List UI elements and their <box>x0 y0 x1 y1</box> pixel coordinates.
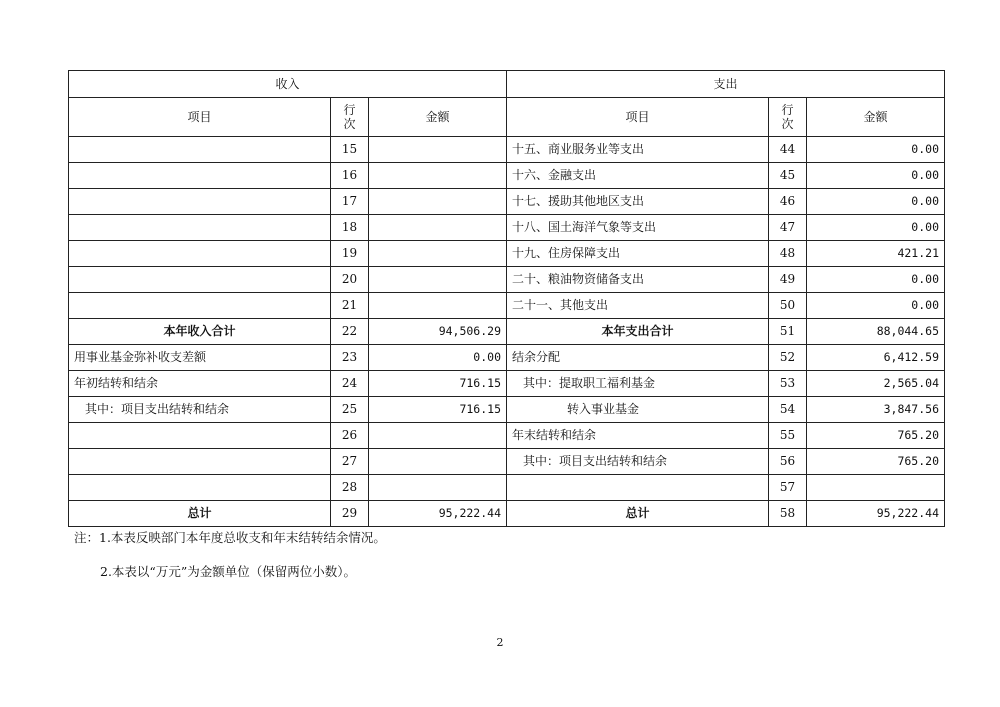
income-item-header: 项目 <box>69 98 331 137</box>
expense-row-no-header: 行 次 <box>769 98 807 137</box>
expense-row-no: 49 <box>769 267 807 293</box>
income-amount <box>369 293 507 319</box>
income-amount <box>369 137 507 163</box>
expense-item-header: 项目 <box>507 98 769 137</box>
table-row <box>69 189 945 215</box>
expense-amount: 0.00 <box>807 267 945 293</box>
income-amount <box>369 423 507 449</box>
table-row <box>69 241 945 267</box>
table-column-header <box>69 98 945 137</box>
income-header: 收入 <box>69 71 507 98</box>
expense-amount: 0.00 <box>807 293 945 319</box>
income-row-no: 17 <box>331 189 369 215</box>
income-amount: 95,222.44 <box>369 501 507 527</box>
expense-row-no: 51 <box>769 319 807 345</box>
expense-row-no: 52 <box>769 345 807 371</box>
income-row-no: 21 <box>331 293 369 319</box>
income-amount: 716.15 <box>369 371 507 397</box>
expense-amount: 95,222.44 <box>807 501 945 527</box>
expense-item: 年末结转和结余 <box>507 423 769 449</box>
expense-amount <box>807 475 945 501</box>
income-row-no: 25 <box>331 397 369 423</box>
income-row-no: 18 <box>331 215 369 241</box>
table-row <box>69 293 945 319</box>
income-row-no: 20 <box>331 267 369 293</box>
table-row <box>69 267 945 293</box>
expense-item: 结余分配 <box>507 345 769 371</box>
expense-item: 十七、援助其他地区支出 <box>507 189 769 215</box>
expense-item: 二十一、其他支出 <box>507 293 769 319</box>
expense-row-no: 47 <box>769 215 807 241</box>
income-row-no-header: 行 次 <box>331 98 369 137</box>
expense-amount: 3,847.56 <box>807 397 945 423</box>
table-row <box>69 137 945 163</box>
income-item <box>69 267 331 293</box>
expense-amount: 765.20 <box>807 449 945 475</box>
expense-item: 十九、住房保障支出 <box>507 241 769 267</box>
note-2: 2.本表以“万元”为金额单位（保留两位小数）。 <box>100 564 356 579</box>
table-row <box>69 215 945 241</box>
expense-row-no: 46 <box>769 189 807 215</box>
expense-item <box>507 475 769 501</box>
expense-row-no: 54 <box>769 397 807 423</box>
table-row <box>69 163 945 189</box>
table-row-subtotal <box>69 319 945 345</box>
expense-header: 支出 <box>507 71 945 98</box>
income-item <box>69 423 331 449</box>
expense-row-no: 50 <box>769 293 807 319</box>
expense-item: 十五、商业服务业等支出 <box>507 137 769 163</box>
expense-row-no: 44 <box>769 137 807 163</box>
table-row <box>69 449 945 475</box>
expense-item: 转入事业基金 <box>507 397 769 423</box>
table-row <box>69 397 945 423</box>
income-amount <box>369 267 507 293</box>
expense-row-no: 48 <box>769 241 807 267</box>
expense-amount: 421.21 <box>807 241 945 267</box>
income-amount <box>369 475 507 501</box>
expense-amount: 0.00 <box>807 137 945 163</box>
expense-item: 本年支出合计 <box>507 319 769 345</box>
table-notes <box>74 528 386 580</box>
income-row-no: 16 <box>331 163 369 189</box>
income-row-no: 23 <box>331 345 369 371</box>
note-1: 注：1.本表反映部门本年度总收支和年末结转结余情况。 <box>74 530 386 545</box>
table-row <box>69 475 945 501</box>
income-item: 用事业基金弥补收支差额 <box>69 345 331 371</box>
income-item <box>69 475 331 501</box>
income-amount <box>369 449 507 475</box>
income-row-no: 27 <box>331 449 369 475</box>
income-amount <box>369 241 507 267</box>
income-item: 其中：项目支出结转和结余 <box>69 397 331 423</box>
table-row <box>69 345 945 371</box>
expense-item: 十六、金融支出 <box>507 163 769 189</box>
income-amount <box>369 189 507 215</box>
income-row-no: 22 <box>331 319 369 345</box>
income-item <box>69 163 331 189</box>
income-amount-header: 金额 <box>369 98 507 137</box>
income-amount <box>369 163 507 189</box>
income-row-no: 26 <box>331 423 369 449</box>
income-item: 总计 <box>69 501 331 527</box>
expense-item: 总计 <box>507 501 769 527</box>
expense-amount: 6,412.59 <box>807 345 945 371</box>
expense-row-no: 53 <box>769 371 807 397</box>
income-row-no: 19 <box>331 241 369 267</box>
income-item: 年初结转和结余 <box>69 371 331 397</box>
income-amount: 0.00 <box>369 345 507 371</box>
expense-item: 十八、国土海洋气象等支出 <box>507 215 769 241</box>
income-amount: 716.15 <box>369 397 507 423</box>
income-amount: 94,506.29 <box>369 319 507 345</box>
table-group-header <box>69 71 945 98</box>
expense-amount: 0.00 <box>807 215 945 241</box>
income-row-no: 29 <box>331 501 369 527</box>
expense-row-no: 55 <box>769 423 807 449</box>
income-expense-table <box>68 70 945 527</box>
table-row <box>69 423 945 449</box>
table-row-total <box>69 501 945 527</box>
expense-amount-header: 金额 <box>807 98 945 137</box>
expense-amount: 0.00 <box>807 189 945 215</box>
income-amount <box>369 215 507 241</box>
expense-row-no: 58 <box>769 501 807 527</box>
income-row-no: 24 <box>331 371 369 397</box>
expense-amount: 765.20 <box>807 423 945 449</box>
income-item <box>69 293 331 319</box>
expense-amount: 0.00 <box>807 163 945 189</box>
income-item <box>69 189 331 215</box>
income-item <box>69 241 331 267</box>
income-item <box>69 449 331 475</box>
expense-amount: 2,565.04 <box>807 371 945 397</box>
expense-row-no: 57 <box>769 475 807 501</box>
income-row-no: 28 <box>331 475 369 501</box>
expense-amount: 88,044.65 <box>807 319 945 345</box>
income-item: 本年收入合计 <box>69 319 331 345</box>
expense-row-no: 45 <box>769 163 807 189</box>
table-row <box>69 371 945 397</box>
income-item <box>69 137 331 163</box>
expense-item: 其中：提取职工福利基金 <box>507 371 769 397</box>
income-row-no: 15 <box>331 137 369 163</box>
income-item <box>69 215 331 241</box>
expense-item: 其中：项目支出结转和结余 <box>507 449 769 475</box>
page-number: 2 <box>496 636 504 649</box>
expense-row-no: 56 <box>769 449 807 475</box>
expense-item: 二十、粮油物资储备支出 <box>507 267 769 293</box>
